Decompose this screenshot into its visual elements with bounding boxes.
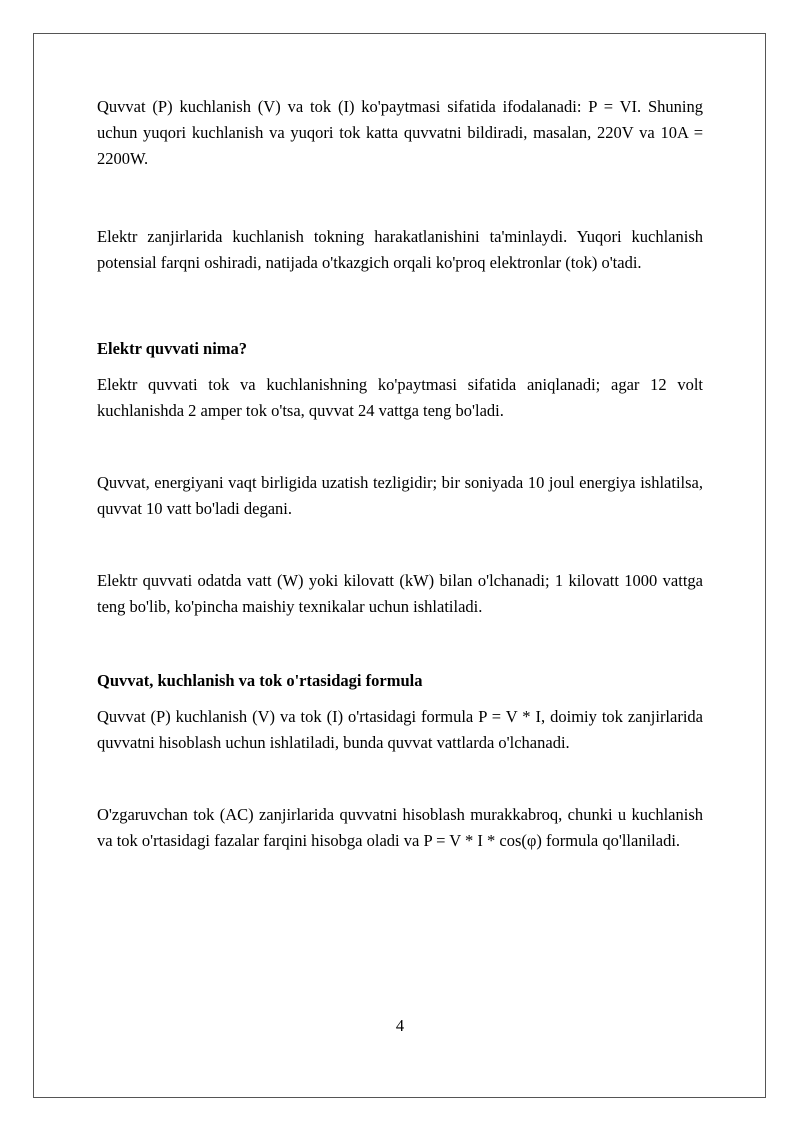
paragraph-power-product: Elektr quvvati tok va kuchlanishning ko'paytmasi sifatida aniqlanadi; agar 12 volt kuchlanishda 2 amper tok o'tsa, quvvat 24 vattga teng bo'ladi. xyxy=(97,375,703,420)
heading-formula: Quvvat, kuchlanish va tok o'rtasidagi formula xyxy=(97,671,423,690)
paragraph-power-rate: Quvvat, energiyani vaqt birligida uzatish tezligidir; bir soniyada 10 joul energiya ishlatilsa, quvvat 10 vatt bo'ladi degani. xyxy=(97,473,703,518)
paragraph-voltage-role: Elektr zanjirlarida kuchlanish tokning harakatlanishini ta'minlaydi. Yuqori kuchlanish potensial farqni oshiradi, natijada o'tkazgich orqali ko'proq elektronlar (tok) o'tadi. xyxy=(97,227,703,272)
page-number: 4 xyxy=(395,1016,405,1035)
paragraph-power-units: Elektr quvvati odatda vatt (W) yoki kilovatt (kW) bilan o'lchanadi; 1 kilovatt 1000 vattga teng bo'lib, ko'pincha maishiy texnikalar uchun ishlatiladi. xyxy=(97,571,703,616)
paragraph-dc-formula: Quvvat (P) kuchlanish (V) va tok (I) o'rtasidagi formula P = V * I, doimiy tok zanjirlarida quvvatni hisoblash uchun ishlatiladi, bunda quvvat vattlarda o'lchanadi. xyxy=(97,707,703,752)
paragraph-ac-formula: O'zgaruvchan tok (AC) zanjirlarida quvvatni hisoblash murakkabroq, chunki u kuchlanish va tok o'rtasidagi fazalar farqini hisobga oladi va P = V * I * cos(φ) formula qo'llaniladi. xyxy=(97,805,703,850)
document-body xyxy=(97,94,703,854)
heading-what-is-power: Elektr quvvati nima? xyxy=(97,339,248,358)
paragraph-power-definition: Quvvat (P) kuchlanish (V) va tok (I) ko'paytmasi sifatida ifodalanadi: P = VI. Shuning uchun yuqori kuchlanish va yuqori tok katta quvvatni bildiradi, masalan, 220V va 10A = 2200W. xyxy=(97,97,703,168)
